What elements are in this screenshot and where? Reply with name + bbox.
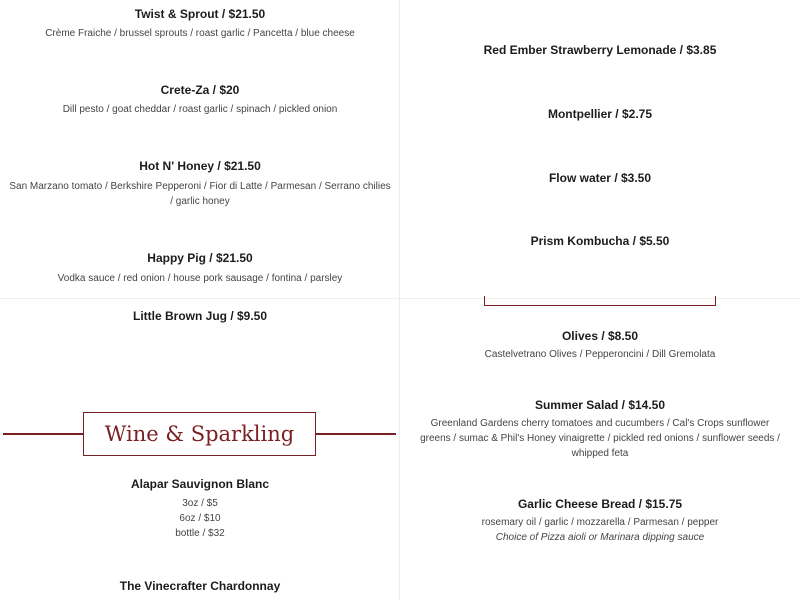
menu-item-description: San Marzano tomato / Berkshire Pepperoni / Fior di Latte / Parmesan / Serrano chilies / garlic honey [9, 181, 391, 207]
wine-size-price: 6oz / $10 [179, 513, 221, 524]
menu-item-note: Choice of Pizza aioli or Marinara dipping sauce [495, 532, 705, 543]
drink-item-title: Montpellier / $2.75 [547, 107, 653, 121]
menu-item-title: Hot N' Honey / $21.50 [139, 159, 261, 173]
heading-rule-left [3, 433, 83, 435]
wine-item-title: Alapar Sauvignon Blanc [130, 477, 270, 491]
menu-item-description: Greenland Gardens cherry tomatoes and cucumbers / Cal's Crops sunflower greens / sumac & Phil's Honey vinaigrette / pickled red onions / sunflower seeds / whipped feta [420, 418, 780, 459]
menu-item-description: Vodka sauce / red onion / house pork sausage / fontina / parsley [57, 273, 343, 284]
menu-item-description: Crème Fraiche / brussel sprouts / roast garlic / Pancetta / blue cheese [45, 28, 355, 39]
wine-size-price: 3oz / $5 [182, 498, 218, 509]
menu-item-title: Olives / $8.50 [561, 329, 639, 343]
section-bracket [484, 296, 716, 306]
section-heading: Wine & Sparkling [83, 412, 316, 456]
menu-item-description: Castelvetrano Olives / Pepperoncini / Dill Gremolata [484, 349, 716, 360]
menu-item-description: Dill pesto / goat cheddar / roast garlic / spinach / pickled onion [62, 104, 338, 115]
wine-item-title: The Vinecrafter Chardonnay [119, 579, 281, 593]
menu-item-description: rosemary oil / garlic / mozzarella / Parmesan / pepper [481, 517, 719, 528]
menu-item-title: Garlic Cheese Bread / $15.75 [517, 497, 683, 511]
menu-item-title: Little Brown Jug / $9.50 [132, 309, 268, 323]
wine-size-price: bottle / $32 [175, 528, 225, 539]
menu-item-title: Twist & Sprout / $21.50 [134, 7, 266, 21]
menu-item-title: Crete-Za / $20 [160, 83, 240, 97]
drink-item-title: Flow water / $3.50 [548, 171, 652, 185]
menu-item-title: Happy Pig / $21.50 [147, 251, 253, 265]
heading-rule-right [316, 433, 396, 435]
drink-item-title: Prism Kombucha / $5.50 [530, 234, 670, 248]
menu-item-title: Summer Salad / $14.50 [534, 398, 666, 412]
drink-item-title: Red Ember Strawberry Lemonade / $3.85 [483, 43, 717, 57]
